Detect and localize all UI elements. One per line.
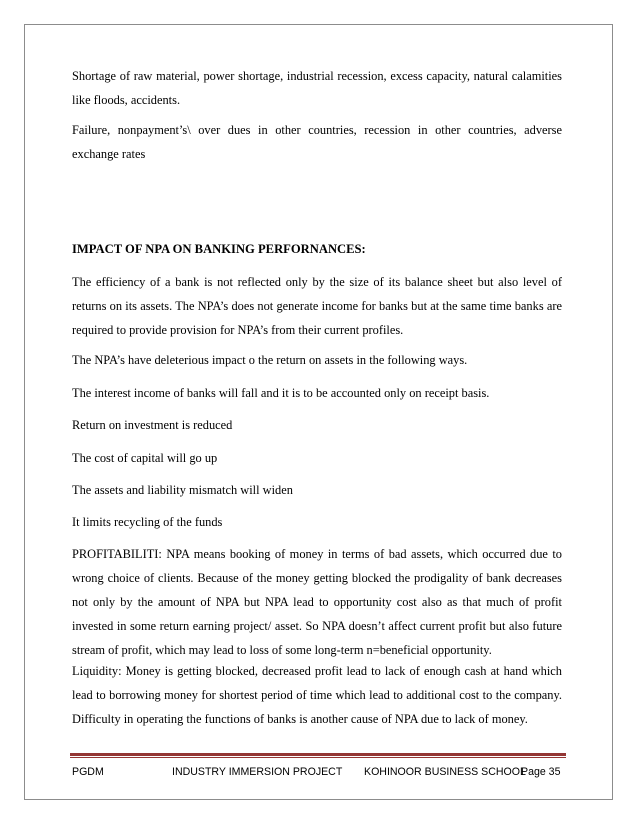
footer-school-name: KOHINOOR BUSINESS SCHOOL <box>364 766 526 778</box>
footer-project-title: INDUSTRY IMMERSION PROJECT <box>172 766 343 778</box>
paragraph-efficiency: The efficiency of a bank is not reflected only by the size of its balance sheet but also level of returns on its assets. The NPA’s does not generate income for banks but at the same time banks are required to provide provision for NPA’s from their current profiles. <box>72 275 562 337</box>
paragraph-shortage: Shortage of raw material, power shortage, industrial recession, excess capacity, natural calamities like floods, accidents. <box>72 69 562 107</box>
page-footer <box>72 763 564 781</box>
paragraph-deleterious-impact: The NPA’s have deleterious impact o the return on assets in the following ways. <box>72 353 468 367</box>
paragraph-liquidity: Liquidity: Money is getting blocked, decreased profit lead to lack of enough cash at hand which lead to borrowing money for shortest period of time which lead to additional cost to the company. Difficulty in operating the functions of banks is another cause of NPA due to lack of money. <box>72 664 562 726</box>
paragraph-return-on-investment: Return on investment is reduced <box>72 418 233 432</box>
paragraph-interest-income: The interest income of banks will fall and it is to be accounted only on receipt basis. <box>72 386 490 400</box>
paragraph-cost-of-capital: The cost of capital will go up <box>72 451 218 465</box>
paragraph-asset-liability: The assets and liability mismatch will widen <box>72 483 293 497</box>
footer-program: PGDM <box>72 766 104 778</box>
paragraph-failure: Failure, nonpayment’s\ over dues in other countries, recession in other countries, adverse exchange rates <box>72 123 562 161</box>
paragraph-profitability: PROFITABILITI: NPA means booking of money in terms of bad assets, which occurred due to wrong choice of clients. Because of the money getting blocked the prodigality of bank decreases not only by the amount of NPA but NPA lead to opportunity cost also as that much of profit invested in some return earning project/ asset. So NPA doesn’t affect current profit but also future stream of profit, which may lead to loss of some long-term n=beneficial opportunity. <box>72 547 562 657</box>
footer-rule-thick <box>70 753 566 756</box>
footer-rule-thin <box>70 757 566 758</box>
footer-page-number: Page 35 <box>521 766 561 778</box>
paragraph-recycling-funds: It limits recycling of the funds <box>72 515 223 529</box>
section-heading: IMPACT OF NPA ON BANKING PERFORNANCES: <box>72 242 366 256</box>
